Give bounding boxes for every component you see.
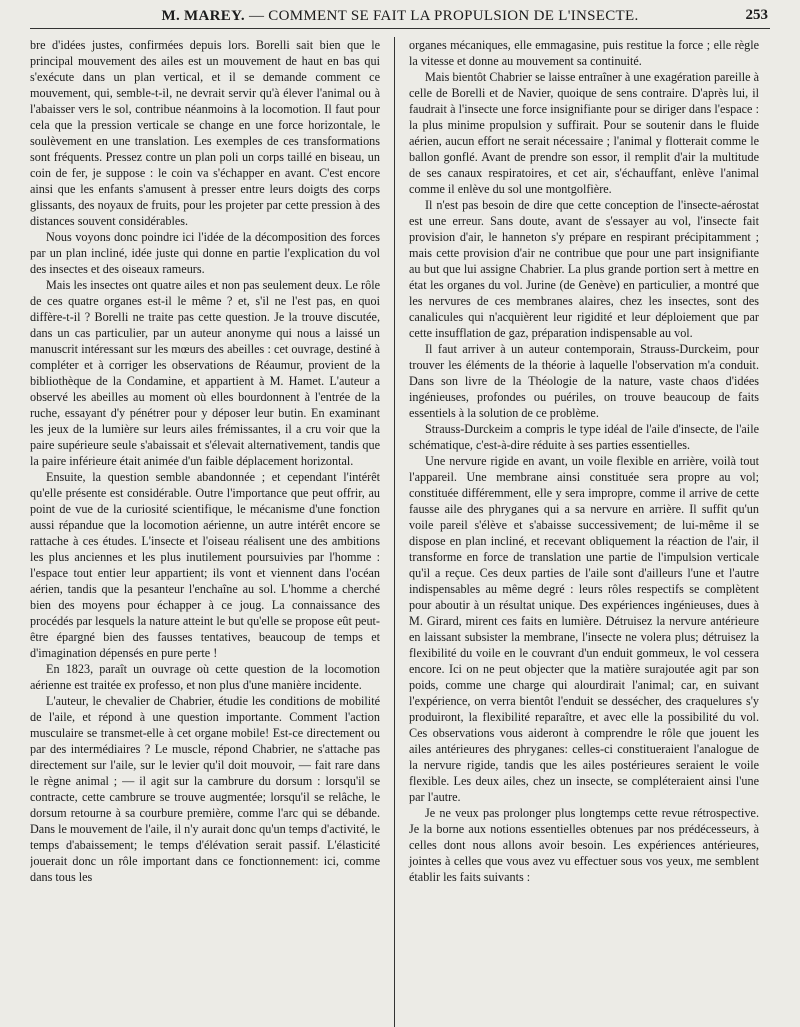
paragraph: Je ne veux pas prolonger plus longtemps cette revue rétrospective. Je la borne aux notions essentielles obtenues par nos prédécesseurs, à celles dont nous allons avoir besoin. Les expériences antérieures, jointes à celles que vous avez vu effectuer sous vos yeux, me semblent établir les faits suivants : [409,806,759,884]
header-author: M. MAREY. [161,7,245,24]
paragraph: Une nervure rigide en avant, un voile flexible en arrière, voilà tout l'appareil. Une membrane ainsi constituée sera propre au vol; constituée différemment, elle y sera impropre, comme il arrive de cette fausse aile des phryganes qui a sa nervure en arrière. Il suffit qu'un voile pareil s'élève et s'abaisse successivement; de lui-même il se dispose en plan incliné, et recevant obliquement la réaction de l'air, il transforme en force de translation une partie de l'impulsion verticale qu'il a reçue. Ces deux parties de l'aile sont d'ailleurs l'une et l'autre indispensables au même degré : leurs rôles respectifs se complètent pour aboutir à un résultat unique. Des expériences ingénieuses, dues à M. Girard, mirent ces faits en lumière. Détruisez la nervure antérieure en laissant subsister la membrane, l'insecte ne volera plus; détruisez la flexibilité du voile en le couvrant d'un enduit gommeux, le vol cessera encore. Ici on ne peut objecter que la matière surajoutée agit par son poids, comme une charge qui alourdirait l'animal; car, en suivant l'expérience, on verra bientôt l'enduit se dessécher, des craquelures s'y produiront, la flexibilité reparaître, et avec elle la possibilité du vol. Ces observations vous aideront à comprendre le rôle que jouent les ailes antérieures des phryganes: celles-ci constitueraient l'analogue de la nervure rigide, tandis que les ailes postérieures seraient le voile flexible. Les deux ailes, chez un insecte, se compléteraient ainsi l'une par l'autre. [409,454,759,804]
paragraph: organes mécaniques, elle emmagasine, puis restitue la force ; elle règle la vitesse et donne au mouvement sa continuité. [409,38,759,68]
paragraph: bre d'idées justes, confirmées depuis lors. Borelli sait bien que le principal mouvement des ailes est un mouvement de haut en bas qui s'exécute dans un plan vertical, et il se demande comment ce mouvement, qui, semble-t-il, ne devrait servir qu'à élever l'animal ou à l'abaisser vers le sol, contribue néanmoins à la locomotion. Il faut pour cela que la pression verticale se change en une force horizontale, le soulèvement en une translation. Les exemples de ces transformations sont fréquents. Pressez contre un plan poli un corps taillé en biseau, un coin de fer, je suppose : le coin va s'échapper en avant. C'est encore ainsi que les enfants s'amusent à presser entre leurs doigts des corps glissants, des noyaux de fruits, pour les projeter par cette pression à des distances souvent considérables. [30,38,380,228]
running-header [30,4,770,29]
page-number: 253 [745,7,768,23]
paragraph: En 1823, paraît un ouvrage où cette question de la locomotion aérienne est traitée ex professo, et non plus d'une manière incidente. [30,662,380,692]
paragraph: Il faut arriver à un auteur contemporain, Strauss-Durckeim, pour trouver les éléments de la théorie à laquelle l'observation m'a conduit. Dans son livre de la Théologie de la nature, vaste chaos d'idées ingénieuses, profondes ou puériles, on trouve beaucoup de faits essentiels à la solution de ce problème. [409,342,759,420]
paragraph: L'auteur, le chevalier de Chabrier, étudie les conditions de mobilité de l'aile, et répond à une question importante. Comment l'action musculaire se transmet-elle à cet organe mobile! Est-ce directement ou par des intermédiaires ? Le muscle, répond Chabrier, ne s'attache pas directement sur l'aile, sur le levier qu'il doit mouvoir, — fait rare dans le règne animal ; — il agit sur la cambrure du dorsum : lorsqu'il se contracte, cette cambrure se trouve augmentée; lorsqu'il se relâche, le dorsum retourne à sa courbure première, comme l'arc qui se débande. Dans le mouvement de l'aile, il n'y aurait donc qu'un temps d'activité, le temps d'abaissement; le temps d'élévation serait passif. L'élasticité jouerait donc un rôle important dans ce fonctionnement: ici, comme dans tous les [30,694,380,884]
header-title: — COMMENT SE FAIT LA PROPULSION DE L'INSECTE. [248,7,639,24]
text-columns [30,37,770,1027]
paragraph: Ensuite, la question semble abandonnée ; et cependant l'intérêt qu'elle présente est considérable. Outre l'importance que peut offrir, au point de vue de la curiosité scientifique, le mécanisme d'une fonction aussi répandue que la locomotion aérienne, un autre intérêt encore se rattache à ces études. L'insecte et l'oiseau réalisent une des ambitions les plus anciennes et les plus inutilement poursuivies par l'homme : l'espace tout entier leur appartient; ils vont et viennent dans l'océan aérien, tandis que la pesanteur l'enchaîne au sol. L'homme a cherché bien des moyens pour échapper à ce joug. La connaissance des procédés par lesquels la nature atteint le but qu'elle se propose eût peut-être épargné bien des fausses tentatives, beaucoup de temps et d'imagination dépensés en pure perte ! [30,470,380,660]
paragraph: Mais les insectes ont quatre ailes et non pas seulement deux. Le rôle de ces quatre organes est-il le même ? et, s'il ne l'est pas, en quoi diffère-t-il ? Borelli ne traite pas cette question. Je la trouve discutée, dans un cas particulier, par un auteur anonyme qui nous a laissé un manuscrit intéressant sur les mœurs des abeilles : cet ouvrage, destiné à compléter et à corriger les observations de Réaumur, provient de la bibliothèque de la Condamine, et appartient à M. Hamet. L'auteur a observé les abeilles au moment où elles bourdonnent à l'entrée de la ruche, essayant d'y pénétrer pour y déposer leur butin. En examinant les jeux de la lumière sur leurs ailes frémissantes, il a cru voir que la paire supérieure seule s'abaissait et s'élevait alternativement, tandis que la paire inférieure était animée d'un faible déplacement horizontal. [30,278,380,468]
paragraph: Nous voyons donc poindre ici l'idée de la décomposition des forces par un plan incliné, idée juste qui donne en partie l'explication du vol des insectes et des oiseaux rameurs. [30,230,380,276]
running-title [161,8,638,25]
right-column [399,37,759,1027]
paragraph: Mais bientôt Chabrier se laisse entraîner à une exagération pareille à celle de Borelli et de Navier, quoique de sens contraire. D'après lui, il faudrait à l'insecte une force insignifiante pour se diriger dans l'espace : la plus minime propulsion y suffirait. Pour se soutenir dans le fluide aérien, aucun effort ne serait nécessaire ; l'animal y flotterait comme le ballon gonflé. Avant de prendre son essor, il remplit d'air la multitude de ses canaux respiratoires, et cet air, s'échauffant, enlève l'animal comme il enlève du sol une montgolfière. [409,70,759,196]
paragraph: Strauss-Durckeim a compris le type idéal de l'aile d'insecte, de l'aile schématique, c'est-à-dire réduite à ses parties essentielles. [409,422,759,452]
left-column [30,37,390,1027]
paragraph: Il n'est pas besoin de dire que cette conception de l'insecte-aérostat est une erreur. Sans doute, avant de s'essayer au vol, l'insecte fait provision d'air, le hanneton s'y prépare en respirant précipitamment ; mais cette provision d'air ne contribue que pour une part insignifiante au but que lui assigne Chabrier. La plus grande portion sert à mettre en état les organes du vol. Jurine (de Genève) en particulier, a montré que les nervures de ces membranes alaires, chez les insectes, sont des canalicules qui n'acquièrent leur rigidité et leur déploiement que par cette insufflation de gaz, préparation indispensable au vol. [409,198,759,340]
column-divider [394,37,395,1027]
